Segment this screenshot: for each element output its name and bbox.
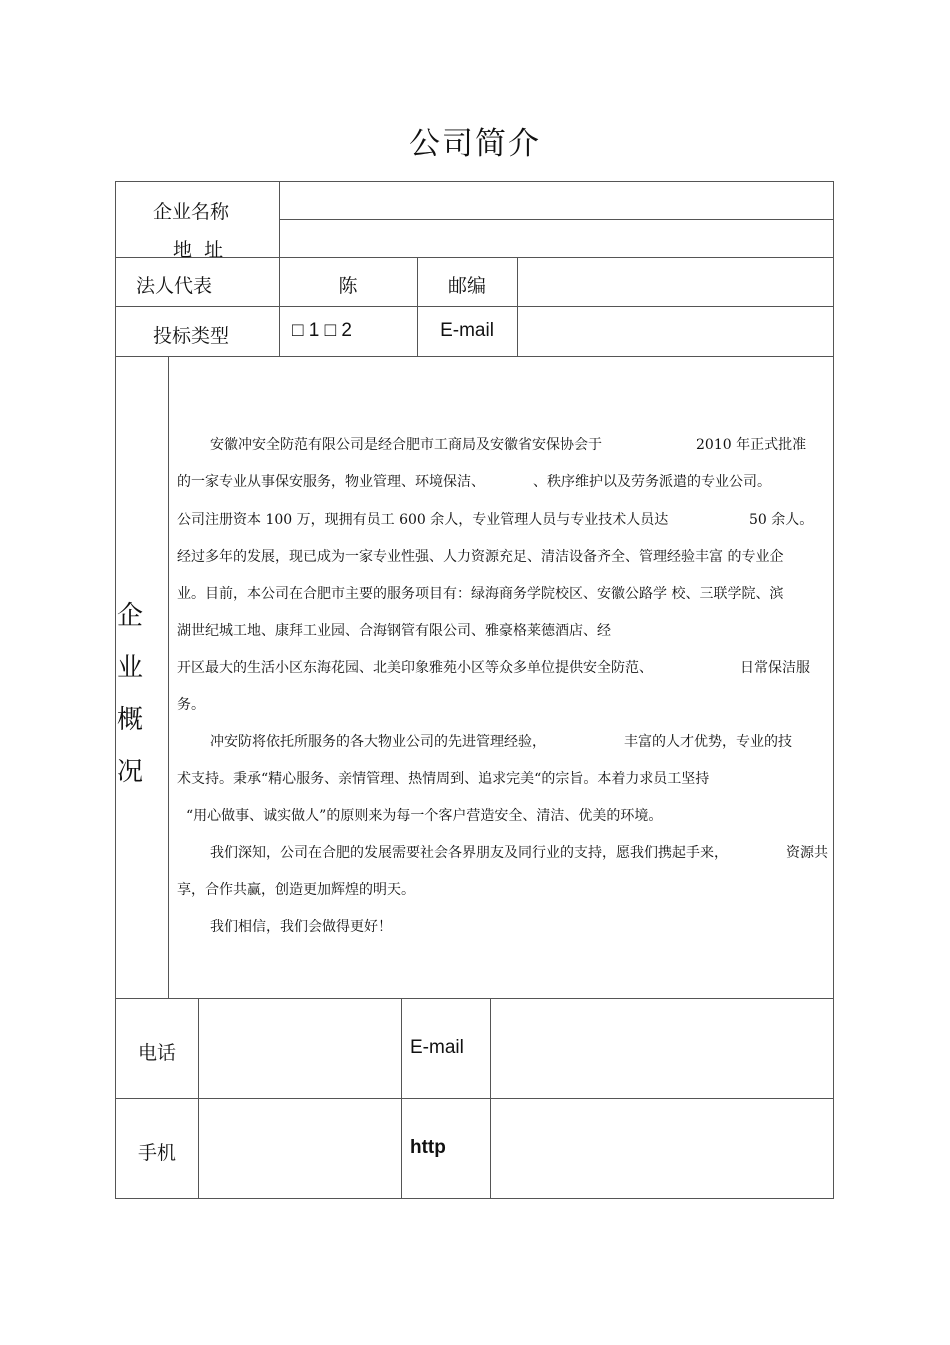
overview-line: 安徽冲安全防范有限公司是经合肥市工商局及安徽省安保协会于 2010 年正式批准: [210, 437, 807, 453]
overview-line: 术支持。秉承“精心服务、亲情管理、热情周到、追求完美“的宗旨。本着力求员工坚持: [177, 771, 710, 787]
overview-label: [116, 590, 144, 798]
table-border: [279, 181, 280, 356]
table-border: [490, 998, 491, 1199]
table-border: [279, 219, 834, 220]
overview-line: 公司注册资本 100 万，现拥有员工 600 余人，专业管理人员与专业技术人员达 50 余人。: [177, 512, 814, 528]
table-border: [115, 306, 834, 307]
overview-label-char: 概: [116, 705, 143, 735]
table-border: [168, 356, 169, 999]
table-border: [115, 1098, 834, 1099]
overview-line: 冲安防将依托所服务的各大物业公司的先进管理经验， 丰富的人才优势，专业的技: [210, 734, 792, 750]
email-label: E-mail: [440, 320, 494, 341]
overview-label-char: 业: [116, 653, 143, 683]
table-border: [198, 998, 199, 1199]
table-border: [401, 998, 402, 1199]
overview-line: 我们深知，公司在合肥的发展需要社会各界朋友及同行业的支持，愿我们携起手来， 资源共: [210, 845, 828, 861]
overview-line: 业。目前，本公司在合肥市主要的服务项目有：绿海商务学院校区、安徽公路学 校、三联学院、滨: [177, 586, 784, 602]
bid-type-options: □ 1 □ 2: [292, 320, 352, 341]
overview-line: 的一家专业从事保安服务，物业管理、环境保洁、 、秩序维护以及劳务派遣的专业公司。: [177, 474, 771, 490]
postcode-label: 邮编: [447, 275, 486, 297]
address-label: 地 址: [173, 239, 224, 261]
overview-line: 享，合作共赢，创造更加辉煌的明天。: [177, 882, 415, 898]
legal-rep-label: 法人代表: [136, 275, 213, 297]
overview-line: 我们相信，我们会做得更好！: [210, 919, 392, 935]
table-border: [115, 356, 834, 357]
overview-line: 开区最大的生活小区东海花园、北美印象雅苑小区等众多单位提供安全防范、 日常保洁服: [177, 660, 810, 676]
company-name-label: 企业名称: [153, 201, 230, 223]
page-title: 公司简介: [409, 126, 541, 162]
overview-line: “用心做事、诚实做人”的原则来为每一个客户营造安全、清洁、优美的环境。: [186, 808, 663, 824]
table-border: [833, 181, 834, 1199]
legal-rep-value: 陈: [338, 275, 358, 297]
bid-type-label: 投标类型: [153, 325, 230, 347]
table-border: [517, 257, 518, 356]
contact-email-label: E-mail: [410, 1037, 464, 1058]
http-label: http: [410, 1137, 446, 1158]
overview-line: 务。: [177, 697, 205, 713]
table-border: [115, 1198, 834, 1199]
overview-line: 湖世纪城工地、康拜工业园、合海钢管有限公司、雅豪格莱德酒店、经: [177, 623, 611, 639]
overview-line: 经过多年的发展，现已成为一家专业性强、人力资源充足、清洁设备齐全、管理经验丰富 的专业企: [177, 549, 784, 565]
table-border: [115, 181, 834, 182]
mobile-label: 手机: [138, 1142, 177, 1164]
overview-label-char: 况: [116, 757, 143, 787]
overview-label-char: 企: [116, 601, 143, 631]
table-border: [115, 998, 834, 999]
phone-label: 电话: [138, 1042, 177, 1064]
